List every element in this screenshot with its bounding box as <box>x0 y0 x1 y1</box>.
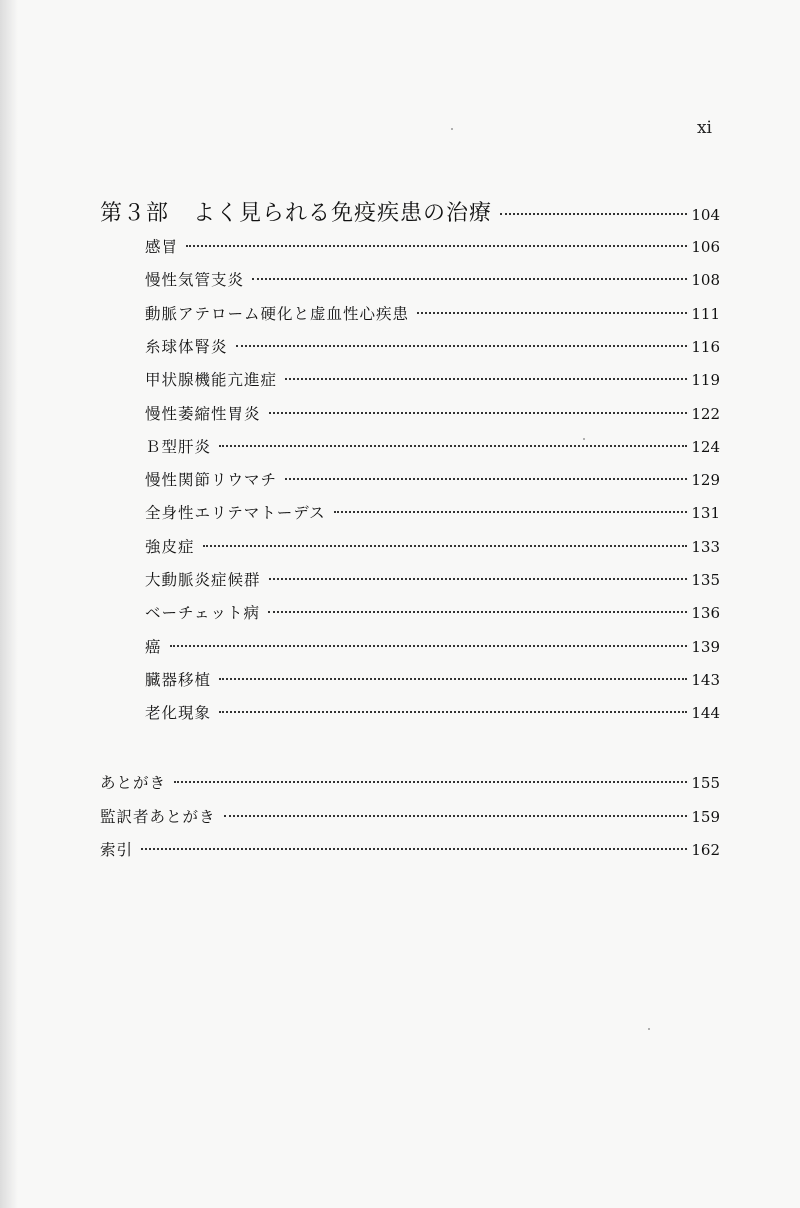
chapter-title: 感冒 <box>145 238 179 256</box>
part-title: よく見られる免疫疾患の治療 <box>193 201 493 226</box>
toc-back-matter-entry[interactable] <box>100 838 720 870</box>
toc-chapter-entry[interactable] <box>145 368 720 400</box>
chapter-title: 癌 <box>145 637 162 656</box>
print-speck <box>451 128 453 130</box>
dot-leader <box>334 511 688 513</box>
chapter-title: 全身性エリテマトーデス <box>145 504 326 523</box>
chapter-title: 動脈アテローム硬化と虚血性心疾患 <box>145 304 410 323</box>
dot-leader <box>285 478 687 480</box>
chapter-title: 慢性気管支炎 <box>145 271 245 290</box>
chapter-page-number: 106 <box>691 238 720 256</box>
chapter-page-number: 131 <box>691 504 720 523</box>
chapter-page-number: 135 <box>691 571 720 589</box>
toc-chapter-entry[interactable] <box>145 635 720 667</box>
toc-chapter-entry[interactable] <box>145 535 720 567</box>
chapter-page-number: 133 <box>691 537 720 556</box>
chapter-page-number: 144 <box>691 704 720 723</box>
toc-chapter-entry[interactable] <box>145 235 720 267</box>
toc-back-matter-entry[interactable] <box>100 805 720 837</box>
back-matter-page-number: 162 <box>691 841 720 859</box>
dot-leader <box>203 545 688 547</box>
back-matter-title: あとがき <box>100 774 167 792</box>
dot-leader <box>269 578 688 580</box>
back-matter-title: 索引 <box>100 841 134 859</box>
toc-chapter-entry[interactable] <box>145 701 720 733</box>
toc-chapter-entry[interactable] <box>145 302 720 334</box>
dot-leader <box>219 445 687 447</box>
chapter-title: 強皮症 <box>145 537 195 556</box>
toc-chapter-entry[interactable] <box>145 468 720 500</box>
toc-chapter-entry[interactable] <box>145 668 720 700</box>
dot-leader <box>174 781 687 783</box>
dot-leader <box>141 848 687 850</box>
chapter-page-number: 119 <box>691 371 720 390</box>
toc-chapter-entry[interactable] <box>145 402 720 434</box>
chapter-page-number: 124 <box>691 437 720 456</box>
back-matter-page-number: 159 <box>691 807 720 826</box>
chapter-page-number: 111 <box>691 304 720 323</box>
part-heading <box>100 196 492 227</box>
dot-leader <box>186 245 687 247</box>
toc-chapter-entry[interactable] <box>145 501 720 533</box>
chapter-page-number: 136 <box>691 604 720 623</box>
dot-leader <box>170 645 688 647</box>
toc-chapter-entry[interactable] <box>145 568 720 600</box>
chapter-title: 慢性萎縮性胃炎 <box>145 404 261 423</box>
part-label: 第３部 <box>100 201 170 226</box>
toc-chapter-entry[interactable] <box>145 335 720 367</box>
dot-leader <box>219 678 687 680</box>
chapter-page-number: 139 <box>691 637 720 656</box>
dot-leader <box>224 815 688 817</box>
toc-chapter-entry[interactable] <box>145 601 720 633</box>
toc-chapter-entry[interactable] <box>145 435 720 467</box>
dot-leader <box>252 278 687 280</box>
back-matter-title: 監訳者あとがき <box>100 807 216 826</box>
chapter-title: ベーチェット病 <box>145 604 261 623</box>
dot-leader <box>268 611 687 613</box>
chapter-title: 大動脈炎症候群 <box>145 571 261 589</box>
chapter-title: 慢性関節リウマチ <box>145 471 278 490</box>
chapter-title: 臓器移植 <box>145 670 212 689</box>
page-number: xi <box>696 118 712 138</box>
chapter-title: 糸球体腎炎 <box>145 337 228 356</box>
chapter-page-number: 122 <box>691 404 720 423</box>
chapter-page-number: 108 <box>691 271 720 290</box>
dot-leader <box>236 345 688 347</box>
dot-leader <box>417 312 687 314</box>
print-speck <box>648 1028 650 1030</box>
chapter-title: Ｂ型肝炎 <box>145 437 212 456</box>
toc-chapter-entry[interactable] <box>145 268 720 300</box>
binding-shadow <box>0 0 18 1208</box>
dot-leader <box>285 378 687 380</box>
chapter-title: 甲状腺機能亢進症 <box>145 371 278 390</box>
dot-leader <box>500 213 687 215</box>
chapter-page-number: 116 <box>691 337 720 356</box>
back-matter-page-number: 155 <box>691 774 720 792</box>
dot-leader <box>219 711 687 713</box>
chapter-page-number: 143 <box>691 670 720 689</box>
dot-leader <box>269 412 688 414</box>
part-page-number: 104 <box>691 206 720 224</box>
chapter-title: 老化現象 <box>145 704 212 723</box>
toc-part-entry[interactable] <box>100 196 720 228</box>
toc-back-matter-entry[interactable] <box>100 771 720 803</box>
chapter-page-number: 129 <box>691 471 720 490</box>
